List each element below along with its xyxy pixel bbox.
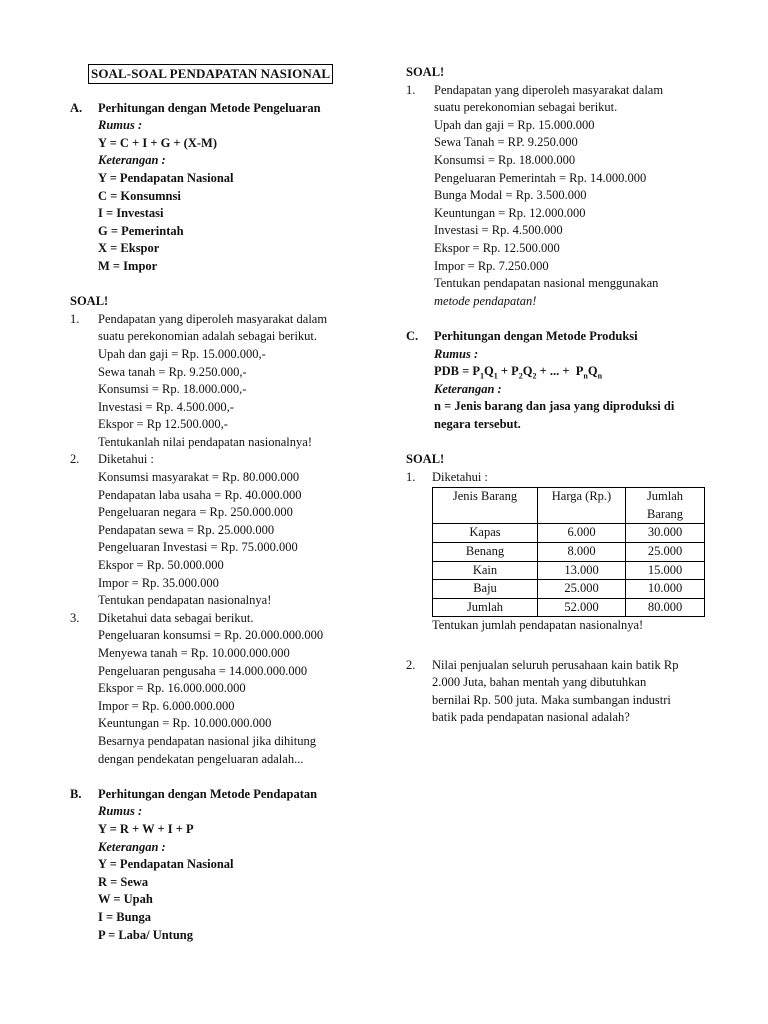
question-text: 2.000 Juta, bahan mentah yang dibutuhkan: [432, 675, 647, 690]
question-prompt: metode pendapatan!: [434, 293, 537, 308]
table-cell: 25.000: [538, 580, 626, 599]
question-text: Nilai penjualan seluruh perusahaan kain batik Rp: [432, 657, 679, 672]
section-a-title: Perhitungan dengan Metode Pengeluaran: [98, 100, 321, 115]
table-cell: 30.000: [626, 524, 705, 543]
table-header-row: [433, 488, 705, 524]
table-cell: Jumlah: [433, 598, 538, 617]
section-c-title: Perhitungan dengan Metode Produksi: [434, 328, 638, 343]
section-b-keterangan-label: Keterangan :: [98, 839, 166, 854]
table-cell: Kain: [433, 561, 538, 580]
question-text: suatu perekonomian sebagai berikut.: [434, 100, 618, 115]
data-item: Pendapatan laba usaha = Rp. 40.000.000: [98, 487, 302, 502]
data-item: Konsumsi = Rp. 18.000.000,-: [98, 382, 247, 397]
question-text: bernilai Rp. 500 juta. Maka sumbangan industri: [432, 692, 671, 707]
production-table: [432, 487, 705, 617]
data-item: Sewa tanah = Rp. 9.250.000,-: [98, 364, 247, 379]
section-b-title: Perhitungan dengan Metode Pendapatan: [98, 786, 318, 801]
document-title: SOAL-SOAL PENDAPATAN NASIONAL: [88, 64, 333, 84]
data-item: Keuntungan = Rp. 12.000.000: [434, 205, 586, 220]
question-prompt: dengan pendekatan pengeluaran adalah...: [98, 751, 304, 766]
table-cell: 52.000: [538, 598, 626, 617]
left-question-1: [70, 311, 362, 452]
data-item: Upah dan gaji = Rp. 15.000.000,-: [98, 346, 266, 361]
data-item: Sewa Tanah = RP. 9.250.000: [434, 135, 578, 150]
table-cell: 8.000: [538, 543, 626, 562]
section-a-label: A.: [70, 100, 83, 115]
data-item: Ekspor = Rp. 16.000.000.000: [98, 681, 246, 696]
question-text: batik pada pendapatan nasional adalah?: [432, 710, 630, 725]
section-a-def: I = Investasi: [98, 206, 164, 221]
section-a: [70, 100, 362, 276]
table-row: [433, 543, 705, 562]
question-number: 1.: [70, 311, 80, 326]
section-c-label: C.: [406, 328, 419, 343]
section-b-rumus-label: Rumus :: [98, 804, 143, 819]
section-b: [70, 786, 362, 944]
question-text: suatu perekonomian adalah sebagai berikut.: [98, 329, 318, 344]
data-item: Impor = Rp. 7.250.000: [434, 258, 549, 273]
section-a-def: G = Pemerintah: [98, 223, 184, 238]
section-a-rumus-label: Rumus :: [98, 118, 143, 133]
section-c-rumus-label: Rumus :: [434, 346, 479, 361]
right-c-question-2: [406, 657, 696, 727]
soal-label: SOAL!: [406, 65, 445, 79]
table-row: [433, 561, 705, 580]
data-item: Konsumsi masyarakat = Rp. 80.000.000: [98, 470, 300, 485]
table-cell: 80.000: [626, 598, 705, 617]
section-c-heading: [406, 328, 696, 346]
section-b-heading: [70, 786, 362, 804]
section-b-def: I = Bunga: [98, 909, 151, 924]
question-number: 1.: [406, 469, 416, 484]
data-item: Pengeluaran negara = Rp. 250.000.000: [98, 505, 293, 520]
data-item: Keuntungan = Rp. 10.000.000.000: [98, 716, 272, 731]
section-a-keterangan-label: Keterangan :: [98, 153, 166, 168]
table-total-row: [433, 598, 705, 617]
section-a-formula: Y = C + I + G + (X-M): [98, 135, 217, 150]
right-c-question-1: [406, 469, 696, 635]
table-cell: Kapas: [433, 524, 538, 543]
table-header: Jenis Barang: [433, 488, 538, 524]
section-b-label: B.: [70, 786, 82, 801]
data-item: Menyewa tanah = Rp. 10.000.000.000: [98, 646, 290, 660]
table-cell: 6.000: [538, 524, 626, 543]
data-item: Investasi = Rp. 4.500.000: [434, 223, 563, 238]
data-item: Impor = Rp. 6.000.000.000: [98, 698, 235, 713]
section-a-heading: [70, 100, 362, 118]
soal-label: SOAL!: [406, 452, 445, 467]
section-c-def: n = Jenis barang dan jasa yang diproduksi di: [434, 399, 675, 414]
question-text: Pendapatan yang diperoleh masyarakat dalam: [434, 82, 664, 97]
question-text: Diketahui data sebagai berikut.: [98, 610, 254, 625]
data-item: Konsumsi = Rp. 18.000.000: [434, 152, 576, 167]
question-number: 2.: [406, 657, 416, 672]
section-c-keterangan-label: Keterangan :: [434, 381, 502, 396]
table-cell: 25.000: [626, 543, 705, 562]
section-a-def: M = Impor: [98, 258, 158, 273]
right-question-1: [406, 82, 696, 311]
data-item: Pengeluaran Pemerintah = Rp. 14.000.000: [434, 170, 647, 185]
data-item: Ekspor = Rp 12.500.000,-: [98, 417, 228, 432]
section-c-formula: PDB = $P_1Q_1 + P_2Q_2$ + ... + $P_nQ_n$: [434, 364, 603, 381]
table-row: [433, 524, 705, 543]
data-item: Pendapatan sewa = Rp. 25.000.000: [98, 522, 275, 537]
section-b-def: P = Laba/ Untung: [98, 927, 194, 942]
question-text: Diketahui :: [432, 469, 488, 484]
data-item: Upah dan gaji = Rp. 15.000.000: [434, 117, 595, 132]
soal-label: SOAL!: [70, 294, 109, 309]
data-item: Ekspor = Rp. 50.000.000: [98, 558, 224, 573]
question-prompt: Tentukan jumlah pendapatan nasionalnya!: [432, 618, 644, 633]
left-question-2: [70, 451, 362, 609]
question-number: 1.: [406, 82, 416, 97]
table-header: Jumlah Barang: [626, 488, 705, 524]
data-item: Ekspor = Rp. 12.500.000: [434, 240, 560, 255]
data-item: Bunga Modal = Rp. 3.500.000: [434, 188, 587, 203]
section-b-formula: Y = R + W + I + P: [98, 821, 194, 836]
data-item: Impor = Rp. 35.000.000: [98, 575, 219, 590]
question-text: Pendapatan yang diperoleh masyarakat dalam: [98, 311, 328, 326]
data-item: Pengeluaran pengusaha = 14.000.000.000: [98, 663, 308, 678]
question-prompt: Tentukanlah nilai pendapatan nasionalnya!: [98, 434, 312, 449]
question-prompt: Tentukan pendapatan nasionalnya!: [98, 593, 272, 608]
table-header: Harga (Rp.): [538, 488, 626, 524]
section-b-def: W = Upah: [98, 892, 153, 907]
section-b-def: R = Sewa: [98, 874, 149, 889]
section-b-def: Y = Pendapatan Nasional: [98, 857, 234, 872]
section-a-def: Y = Pendapatan Nasional: [98, 170, 234, 185]
table-cell: 13.000: [538, 561, 626, 580]
data-item: Investasi = Rp. 4.500.000,-: [98, 399, 234, 414]
right-column: [406, 64, 696, 727]
table-cell: Benang: [433, 543, 538, 562]
table-cell: Baju: [433, 580, 538, 599]
question-number: 3.: [70, 610, 80, 625]
section-c: [406, 328, 696, 434]
table-cell: 10.000: [626, 580, 705, 599]
left-column: [70, 64, 362, 944]
section-c-def: negara tersebut.: [434, 416, 521, 431]
left-question-3: [70, 610, 362, 768]
data-item: Pengeluaran Investasi = Rp. 75.000.000: [98, 540, 298, 555]
section-a-def: C = Konsumnsi: [98, 188, 181, 203]
table-row: [433, 580, 705, 599]
question-text: Diketahui :: [98, 452, 154, 467]
question-prompt: Besarnya pendapatan nasional jika dihitung: [98, 733, 316, 748]
data-item: Pengeluaran konsumsi = Rp. 20.000.000.000: [98, 628, 324, 643]
table-cell: 15.000: [626, 561, 705, 580]
section-a-def: X = Ekspor: [98, 241, 160, 256]
question-number: 2.: [70, 452, 80, 467]
question-prompt: Tentukan pendapatan nasional menggunakan: [434, 276, 659, 291]
